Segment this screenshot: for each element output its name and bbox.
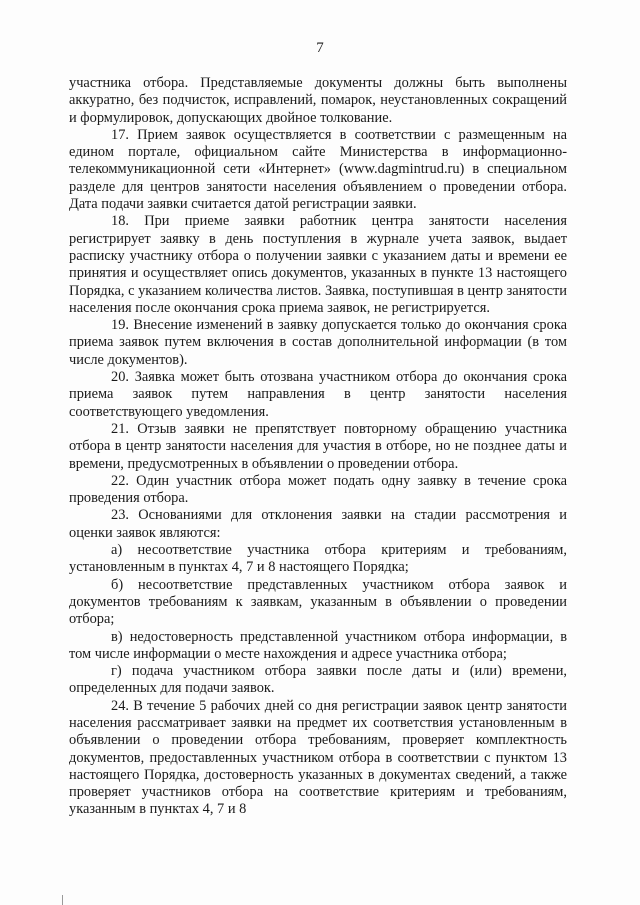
page-number: 7 <box>316 40 324 56</box>
paragraph-23-b: б) несоответствие представленных участником отбора заявок и документов требованиям к заявкам, указанным в объявлении о проведении отбора; <box>69 576 567 628</box>
paragraph-18: 18. При приеме заявки работник центра занятости населения регистрирует заявку в день поступления в журнале учета заявок, выдает расписку участнику отбора о получении заявки с указанием даты и времени ее принятия и осуществляет опись документов, указанных в пункте 13 настоящего Порядка, с указанием количества листов. Заявка, поступившая в центр занятости населения после окончания срока приема заявок, не регистрируется. <box>69 213 567 316</box>
paragraph-19: 19. Внесение изменений в заявку допускается только до окончания срока приема заявок путем включения в состав дополнительной информации (в том числе документов). <box>69 317 567 368</box>
paragraph-23-v: в) недостоверность представленной участником отбора информации, в том числе информации о месте нахождения и адресе участника отбора; <box>69 628 567 662</box>
document-body <box>69 75 567 819</box>
paragraph-21: 21. Отзыв заявки не препятствует повторному обращению участника отбора в центр занятости населения для участия в отборе, но не позднее даты и времени, предусмотренных в объявлении о проведении отбора. <box>69 420 567 472</box>
paragraph-20: 20. Заявка может быть отозвана участником отбора до окончания срока приема заявок путем направления в центр занятости населения соответствующего уведомления. <box>69 369 567 420</box>
scan-artifact-mark <box>62 895 63 905</box>
paragraph-17: 17. Прием заявок осуществляется в соответствии с размещенным на едином портале, официальном сайте Министерства в информационно-телекоммуникационной сети «Интернет» (www.dagmintrud.ru) в специальном разделе для центров занятости населения объявлением о проведении отбора. Дата подачи заявки считается датой регистрации заявки. <box>69 126 567 213</box>
paragraph-23-g: г) подача участником отбора заявки после даты и (или) времени, определенных для подачи заявок. <box>69 663 567 697</box>
paragraph-23-a: а) несоответствие участника отбора критериям и требованиям, установленным в пунктах 4, 7 и 8 настоящего Порядка; <box>69 542 567 576</box>
paragraph-continuation: участника отбора. Представляемые документы должны быть выполнены аккуратно, без подчисток, исправлений, помарок, неустановленных сокращений и формулировок, допускающих двойное толкование. <box>69 75 567 126</box>
paragraph-24: 24. В течение 5 рабочих дней со дня регистрации заявок центр занятости населения рассматривает заявки на предмет их соответствия установленным в объявлении о проведении отбора требованиям, проверяет комплектность документов, предоставленных участником отбора в соответствии с пунктом 13 настоящего Порядка, достоверность указанных в документах сведений, а также проверяет участников отбора на соответствие критериям и требованиям, указанным в пунктах 4, 7 и 8 <box>69 697 567 818</box>
paragraph-22: 22. Один участник отбора может подать одну заявку в течение срока проведения отбора. <box>69 472 567 507</box>
paragraph-23: 23. Основаниями для отклонения заявки на стадии рассмотрения и оценки заявок являются: <box>69 507 567 541</box>
